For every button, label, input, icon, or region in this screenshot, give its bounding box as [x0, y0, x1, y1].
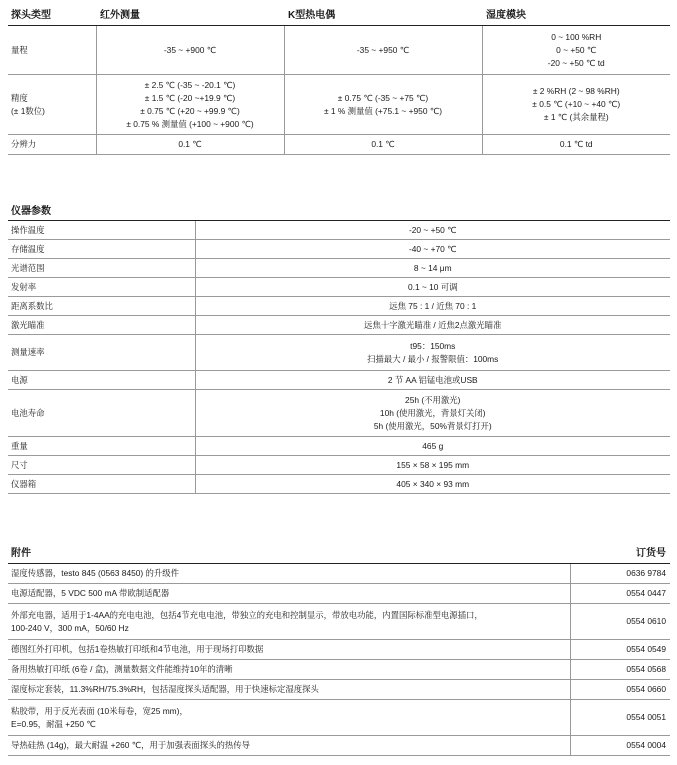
instrument-param-value	[195, 278, 670, 297]
probe-header-type: 探头类型	[8, 5, 96, 26]
text-line: 0.1 ~ 10 可调	[407, 281, 458, 292]
probe-header-thermocouple: K型热电偶	[284, 5, 482, 26]
accessory-order-number: 0554 0447	[570, 584, 670, 604]
text-line: 8 ~ 14 μm	[413, 262, 452, 273]
text-line: 量程	[11, 44, 28, 55]
instrument-param-value	[195, 297, 670, 316]
instrument-param-value	[195, 335, 670, 371]
instrument-param-label: 距离系数比	[8, 297, 195, 316]
accessory-description	[8, 700, 570, 736]
instrument-row	[8, 278, 670, 297]
probe-ir-value	[96, 135, 284, 155]
accessory-order-number: 0554 0004	[570, 736, 670, 756]
text-line: 扫描最大 / 最小 / 报警限值：100ms	[367, 353, 499, 364]
accessory-row	[8, 584, 670, 604]
probe-humidity-value	[482, 26, 670, 75]
probe-ir-value	[96, 75, 284, 135]
probe-thermocouple-value	[284, 75, 482, 135]
text-line: ± 1.5 ℃ (-20 ~+19.9 ℃)	[144, 92, 236, 103]
accessory-row	[8, 660, 670, 680]
accessory-row	[8, 604, 670, 640]
instrument-param-label: 激光瞄准	[8, 316, 195, 335]
instrument-row	[8, 456, 670, 475]
text-line: 湿度传感器，testo 845 (0563 8450) 的升级件	[11, 568, 180, 578]
instrument-param-label: 测量速率	[8, 335, 195, 371]
text-line: 100-240 V，300 mA，50/60 Hz	[11, 622, 129, 633]
text-line: 25h (不用激光)	[405, 394, 461, 405]
text-line: ± 0.75 ℃ (+20 ~ +99.9 ℃)	[140, 105, 240, 116]
text-line: 分辨力	[11, 139, 37, 149]
probe-humidity-value	[482, 135, 670, 155]
instrument-row	[8, 316, 670, 335]
probe-ir-value	[96, 26, 284, 75]
accessory-description	[8, 660, 570, 680]
text-line: E=0.95，耐温 +250 ℃	[11, 718, 96, 729]
text-line: (± 1数位)	[11, 105, 45, 116]
text-line: 0.1 ℃	[178, 139, 202, 149]
instrument-param-value	[195, 316, 670, 335]
accessory-order-number: 0554 0051	[570, 700, 670, 736]
instrument-param-label: 电源	[8, 371, 195, 390]
text-line: -20 ~ +50 ℃	[408, 224, 457, 235]
instrument-title-row	[8, 203, 670, 221]
accessories-title-row	[8, 543, 670, 564]
text-line: -40 ~ +70 ℃	[408, 243, 457, 254]
text-line: 远焦十字激光瞄准 / 近焦2点激光瞄准	[364, 319, 502, 330]
probe-row-label	[8, 75, 96, 135]
instrument-param-value	[195, 475, 670, 494]
text-line: ± 2 %RH (2 ~ 98 %RH)	[532, 86, 620, 96]
text-line: 0.1 ℃	[371, 139, 395, 149]
text-line: ± 2.5 ℃ (-35 ~ -20.1 ℃)	[144, 79, 236, 90]
instrument-param-value	[195, 240, 670, 259]
text-line: 精度	[11, 92, 28, 103]
instrument-row	[8, 390, 670, 437]
text-line: 德图红外打印机，包括1卷热敏打印纸和4节电池，用于现场打印数据	[11, 644, 264, 654]
accessory-description	[8, 584, 570, 604]
text-line: 0 ~ +50 ℃	[556, 44, 597, 55]
instrument-param-label: 电池寿命	[8, 390, 195, 437]
instrument-param-label: 存储温度	[8, 240, 195, 259]
instrument-param-value	[195, 456, 670, 475]
text-line: t95：150ms	[410, 340, 456, 351]
text-line: 粘胶带，用于反光表面 (10米每卷，宽25 mm)，	[11, 705, 188, 716]
probe-header-ir: 红外测量	[96, 5, 284, 26]
text-line: 0.1 ℃ td	[559, 139, 593, 149]
text-line: 10h (使用激光，背景灯关闭)	[379, 407, 486, 418]
accessory-description	[8, 680, 570, 700]
text-line: -20 ~ +50 ℃ td	[547, 57, 605, 68]
text-line: 备用热敏打印纸 (6卷 / 盒)，测量数据文件能维持10年的清晰	[11, 664, 233, 674]
accessory-row	[8, 640, 670, 660]
accessory-row	[8, 564, 670, 584]
text-line: 远焦 75 : 1 / 近焦 70 : 1	[389, 300, 477, 311]
text-line: 外部充电器，适用于1-4AA的充电电池，包括4节充电电池，带独立的充电和控制显示，带放电功能，内置国际标准型电源插口，	[11, 609, 483, 620]
text-line: 405 × 340 × 93 mm	[396, 478, 470, 489]
instrument-param-label: 光谱范围	[8, 259, 195, 278]
probe-spec-table	[8, 5, 670, 155]
probe-header-row	[8, 5, 670, 26]
text-line: 0 ~ 100 %RH	[551, 31, 602, 42]
accessories-title: 附件	[8, 543, 570, 564]
probe-row	[8, 135, 670, 155]
order-number-header: 订货号	[570, 543, 670, 564]
text-line: ± 1 % 测量值 (+75.1 ~ +950 ℃)	[323, 105, 443, 116]
text-line: -35 ~ +950 ℃	[356, 44, 410, 55]
text-line: ± 0.5 ℃ (+10 ~ +40 ℃)	[532, 99, 621, 109]
instrument-param-value	[195, 390, 670, 437]
instrument-param-label: 发射率	[8, 278, 195, 297]
instrument-row	[8, 259, 670, 278]
instrument-param-label: 尺寸	[8, 456, 195, 475]
instrument-param-label: 操作温度	[11, 224, 45, 235]
accessory-order-number: 0554 0610	[570, 604, 670, 640]
instrument-param-value	[195, 221, 670, 240]
instrument-row	[8, 371, 670, 390]
text-line: ± 0.75 ℃ (-35 ~ +75 ℃)	[337, 92, 429, 103]
instrument-row	[8, 475, 670, 494]
instrument-row	[8, 437, 670, 456]
instrument-param-value	[195, 259, 670, 278]
probe-row-label	[8, 135, 96, 155]
text-line: 导热硅热 (14g)，最大耐温 +260 ℃，用于加强表面探头的热传导	[11, 740, 251, 750]
accessory-description	[8, 736, 570, 756]
text-line: ± 0.75 % 测量值 (+100 ~ +900 ℃)	[126, 118, 254, 129]
instrument-param-value	[195, 437, 670, 456]
text-line: 湿度标定套装，11.3%RH/75.3%RH，包括湿度探头适配器，用于快速标定湿度探头	[11, 684, 319, 694]
accessory-order-number: 0554 0549	[570, 640, 670, 660]
instrument-title: 仪器参数	[8, 203, 670, 221]
instrument-row	[8, 240, 670, 259]
text-line: ± 1 ℃ (其余量程)	[543, 112, 609, 122]
probe-row	[8, 26, 670, 75]
accessory-description	[8, 640, 570, 660]
text-line: 2 节 AA 铝锰电池或USB	[387, 374, 478, 385]
accessory-description	[8, 564, 570, 584]
instrument-row	[8, 221, 670, 240]
instrument-row	[8, 297, 670, 316]
accessory-row	[8, 680, 670, 700]
probe-row	[8, 75, 670, 135]
probe-row-label	[8, 26, 96, 75]
probe-thermocouple-value	[284, 135, 482, 155]
probe-thermocouple-value	[284, 26, 482, 75]
accessory-row	[8, 700, 670, 736]
text-line: 电源适配器，5 VDC 500 mA 带欧制适配器	[11, 588, 170, 598]
instrument-param-value	[195, 371, 670, 390]
text-line: 155 × 58 × 195 mm	[396, 459, 470, 470]
accessories-table	[8, 543, 670, 756]
instrument-row	[8, 335, 670, 371]
text-line: 5h (使用激光，50%背景灯打开)	[373, 420, 492, 431]
instrument-parameters-table	[8, 203, 670, 494]
text-line: 465 g	[422, 440, 444, 451]
probe-humidity-value	[482, 75, 670, 135]
accessory-order-number: 0554 0660	[570, 680, 670, 700]
probe-header-humidity: 湿度模块	[482, 5, 670, 26]
instrument-param-label: 重量	[8, 437, 195, 456]
instrument-param-label: 仪器箱	[8, 475, 195, 494]
accessory-row	[8, 736, 670, 756]
accessory-order-number: 0554 0568	[570, 660, 670, 680]
accessory-order-number: 0636 9784	[570, 564, 670, 584]
text-line: -35 ~ +900 ℃	[163, 44, 217, 55]
accessory-description	[8, 604, 570, 640]
